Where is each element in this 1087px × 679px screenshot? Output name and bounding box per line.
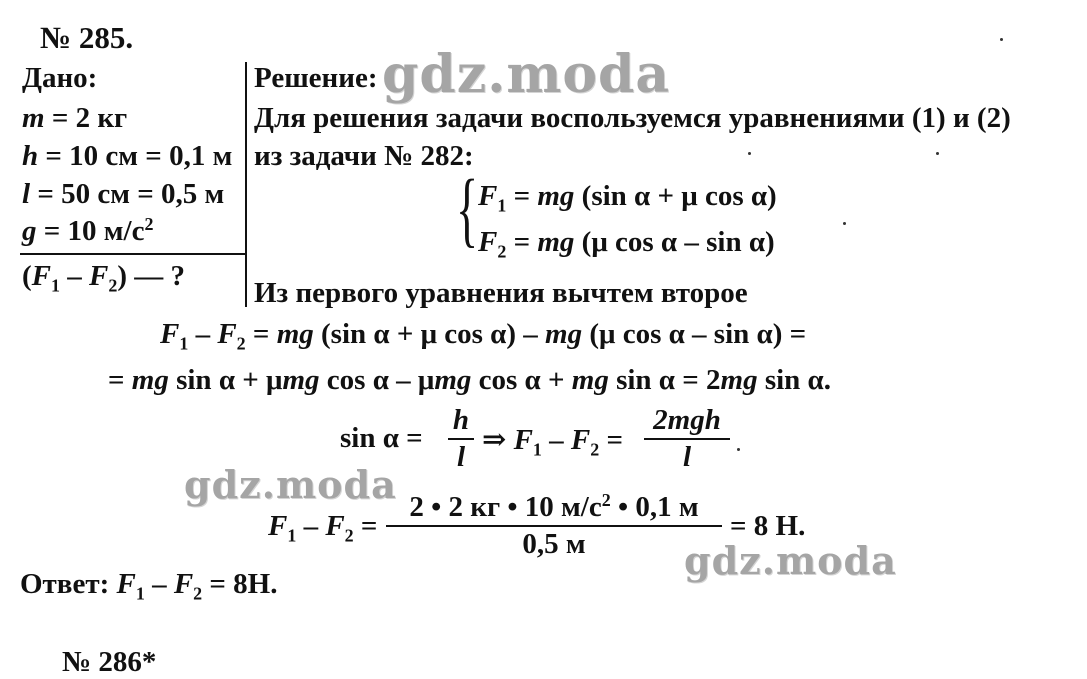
solution-header: Решение: — [254, 62, 378, 94]
sin-alpha-lhs: sin α = — [340, 422, 423, 454]
scan-speck — [748, 152, 751, 155]
subtract-text: Из первого уравнения вычтем второе — [254, 277, 748, 309]
watermark-logo-right: gdz.moda — [684, 538, 897, 583]
answer-line: Ответ: $F_1 - F_2 = 8Н$. — [20, 568, 278, 604]
given-divider — [20, 253, 246, 255]
system-brace: { — [456, 163, 479, 256]
answer-label: Ответ: — [20, 568, 110, 600]
solution-line-1: Для решения задачи воспользуемся уравнениями (1) и (2) — [254, 102, 1011, 134]
calc-numerator: 2 • 2 кг • 10 $м/с^2$ • 0,1 м — [409, 490, 699, 523]
derivation-line-2: = mg sin α + μmg cos α – μmg cos α + mg sin α = 2mg sin α. — [108, 364, 831, 396]
given-height: h = 10 см = 0,1 м — [22, 140, 233, 172]
equation-1: $F_1$ = mg (sin α + μ cos α) — [478, 180, 777, 216]
implies-arrow: ⇒ — [482, 424, 507, 456]
scan-speck — [1000, 38, 1003, 41]
equation-2: $F_2$ = mg (μ cos α – sin α) — [478, 226, 775, 262]
given-height-value: = 10 см = 0,1 м — [45, 140, 233, 172]
fraction-2mgh-over-l: 2mgh l — [644, 404, 730, 474]
solution-line-2: из задачи № 282: — [254, 140, 474, 172]
period-dot — [737, 448, 740, 451]
given-gravity-value: = 10 м/с — [43, 214, 145, 247]
equation-1-rhs: (sin α + μ cos α) — [581, 180, 777, 212]
derivation-line-1: $F_1 - F_2$ = mg (sin α + μ cos α) – mg (μ cos α – sin α) = — [160, 318, 807, 354]
find-expression: $(F_1 - F_2)$ — ? — [22, 260, 185, 296]
fraction-h-over-l: h l — [448, 404, 474, 474]
equation-2-rhs: (μ cos α – sin α) — [581, 226, 775, 258]
given-mass-value: = 2 кг — [51, 102, 128, 134]
calc-lhs: $F_1 - F_2$ = — [268, 510, 378, 546]
given-mass: m = 2 кг — [22, 102, 128, 134]
problem-number: № 285. — [40, 20, 134, 55]
calc-denominator: 0,5 м — [522, 527, 586, 560]
scan-speck — [936, 152, 939, 155]
answer-value: = 8Н. — [209, 568, 278, 600]
calc-result: = 8 Н. — [730, 510, 806, 542]
vertical-separator — [245, 62, 247, 307]
watermark-logo-top: gdz.moda — [382, 44, 671, 105]
find-question: — ? — [134, 260, 185, 292]
given-length: l = 50 см = 0,5 м — [22, 178, 225, 210]
calc-fraction — [386, 490, 722, 561]
equation-dot — [843, 222, 846, 225]
given-gravity: g = 10 $м/с^2$ — [22, 214, 154, 247]
given-header: Дано: — [22, 62, 98, 94]
implies-result: ⇒ $F_1 - F_2$ = — [482, 424, 623, 460]
given-length-value: = 50 см = 0,5 м — [37, 178, 225, 210]
watermark-logo-left: gdz.moda — [184, 462, 397, 507]
next-problem-number: № 286* — [62, 646, 157, 678]
